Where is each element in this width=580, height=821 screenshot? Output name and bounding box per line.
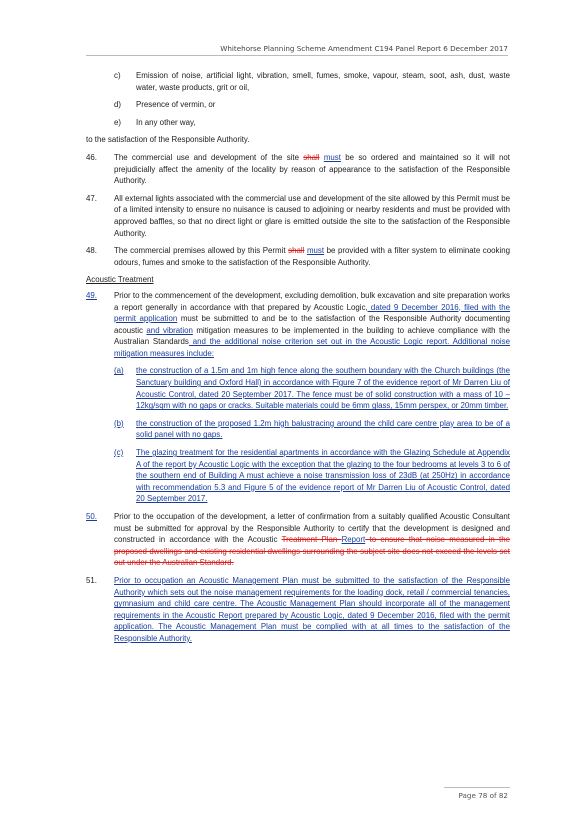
- text-run: The commercial premises allowed by this Permit: [114, 246, 289, 256]
- text-run: Presence of vermin, or: [136, 100, 216, 110]
- item-text: [114, 245, 510, 268]
- list-item: [86, 134, 510, 146]
- item-number: (b): [114, 418, 124, 428]
- text-run: Emission of noise, artificial light, vibration, smell, fumes, smoke, vapour, steam, soot, ash, dust, waste water, waste products, grit or oil,: [136, 71, 510, 92]
- condition-paragraph: [86, 511, 510, 569]
- running-header: Whitehorse Planning Scheme Amendment C194 Panel Report 6 December 2017: [220, 44, 508, 53]
- item-text: [136, 99, 510, 111]
- inserted-text: Report: [341, 535, 366, 545]
- condition-paragraph: [86, 290, 510, 360]
- item-text: [114, 511, 510, 569]
- text-run: Acoustic Treatment: [86, 275, 154, 285]
- item-number: 50.: [86, 512, 97, 521]
- inserted-text: and the additional noise criterion set out in the Acoustic Logic report. Additional noise mitigation measures include:: [114, 337, 510, 358]
- condition-paragraph: [86, 152, 510, 187]
- inserted-text: Prior to occupation an Acoustic Management Plan must be submitted to the satisfaction of the Responsible Authority which sets out the noise management requirements for the loading dock, retail / commercial tenancies, gymnasium and child care centre. The Acoustic Management Plan should incorporate all of the management requirements in the Acoustic Report prepared by Acoustic Logic, dated 9 December 2016, filed with the permit application. The Acoustic Management Plan must be complied with at all times to the satisfaction of the Responsible Authority.: [114, 575, 510, 643]
- deleted-text: shall: [288, 246, 305, 256]
- inserted-text: and vibration: [146, 325, 193, 335]
- item-text: [136, 70, 510, 93]
- item-number: e): [114, 117, 122, 127]
- item-text: [114, 152, 510, 187]
- text-run: to the satisfaction of the Responsible Authority.: [86, 135, 250, 145]
- text-run: be so ordered and maintained so it will not prejudicially affect the amenity of the locality by reason of appearance to the satisfaction of the Responsible Authority.: [114, 152, 510, 186]
- text-run: Prior to the commencement of the development, excluding demolition, bulk excavation and site preparation works a report generally in accordance with that prepared by Acoustic Logic: [114, 290, 510, 312]
- inserted-text: , dated 9 December 2016, filed with the permit application: [114, 302, 510, 324]
- item-text: [114, 193, 510, 239]
- text-run: be provided with a filter system to eliminate cooking odours, fumes and smoke to the satisfaction of the Responsible Authority.: [114, 246, 510, 267]
- section-heading: [86, 274, 510, 286]
- inserted-text: must: [323, 152, 341, 162]
- document-body: [86, 70, 510, 651]
- list-item: [114, 447, 510, 505]
- item-text: [114, 575, 510, 645]
- item-text: [136, 365, 510, 411]
- inserted-text: the construction of a 1.5m and 1m high fence along the southern boundary with the Church buildings (the Sanctuary building and Oxford Hall) in accordance with Figure 7 of the evidence report of Mr Darren Liu of Acoustic Control, dated 20 September 2017. The fence must be of solid construction with a mass of 10 – 12kg/sqm with no gaps or cracks. Suitable materials could be 6mm glass, 15mm perspex, or 20mm timber.: [136, 366, 510, 411]
- footer-rule: [444, 787, 510, 788]
- item-number: 49.: [86, 290, 97, 300]
- text-run: Prior to the occupation of the development, a letter of confirmation from a suitably qualified Acoustic Consultant must be submitted for approval by the Responsible Authority to certify that the development is designed and constructed in accordance with the Acoustic: [114, 512, 510, 545]
- item-number: (c): [114, 448, 124, 458]
- deleted-text: shall: [303, 152, 320, 162]
- item-text: [136, 117, 510, 129]
- item-number: 51.: [86, 575, 97, 585]
- text-run: The commercial use and development of the site: [114, 152, 304, 162]
- condition-paragraph: [86, 575, 510, 645]
- list-item: [114, 70, 510, 93]
- condition-paragraph: [86, 193, 510, 239]
- list-item: [114, 117, 510, 129]
- item-number: d): [114, 100, 122, 110]
- inserted-text: The glazing treatment for the residential apartments in accordance with the Glazing Schedule at Appendix A of the report by Acoustic Logic with the exception that the glazing to the four bedrooms at levels 3 to 6 of the southern end of Building A must achieve a noise transmission loss of 23dB (at 250Hz) in accordance with recommendation 5.3 and Figure 5 of the evidence report of Mr Darren Liu of Acoustic Control, dated 20 September 2017.: [136, 448, 510, 504]
- item-text: [86, 134, 510, 146]
- item-number: 47.: [86, 193, 97, 203]
- header-rule: [86, 55, 508, 56]
- item-number: 48.: [86, 246, 97, 256]
- list-item: [114, 365, 510, 411]
- item-text: [114, 290, 510, 360]
- condition-paragraph: [86, 245, 510, 268]
- item-text: [86, 275, 154, 284]
- item-number: 46.: [86, 152, 97, 162]
- list-item: [114, 418, 510, 441]
- page-number: Page 78 of 82: [458, 791, 508, 800]
- item-number: c): [114, 71, 121, 80]
- text-run: In any other way,: [136, 117, 196, 127]
- item-number: (a): [114, 366, 124, 376]
- text-run: must be submitted to and be to the satisfaction of the Responsible Authority documenting acoustic: [114, 314, 511, 335]
- list-item: [114, 99, 510, 111]
- item-text: [136, 447, 510, 505]
- deleted-text: to ensure that noise measured in the proposed dwellings and existing residential dwellings surrounding the subject site does not exceed the levels set out under the Australian Standard.: [114, 535, 511, 568]
- text-run: All external lights associated with the commercial use and development of the site allowed by this Permit must be of a limited intensity to ensure no nuisance is caused to adjoining or nearby residents and must be provided with approved baffles, so that no direct light or glare is emitted outside the site to the satisfaction of the Responsible Authority.: [114, 193, 510, 238]
- inserted-text: the construction of the proposed 1.2m high balustracing around the child care centre play area to be of a solid panel with no gaps.: [136, 418, 510, 440]
- deleted-text: Treatment Plan: [281, 535, 342, 545]
- text-run: mitigation measures to be implemented in the building to achieve compliance with the Australian Standards: [114, 325, 510, 347]
- inserted-text: must: [306, 246, 325, 256]
- item-text: [136, 418, 510, 441]
